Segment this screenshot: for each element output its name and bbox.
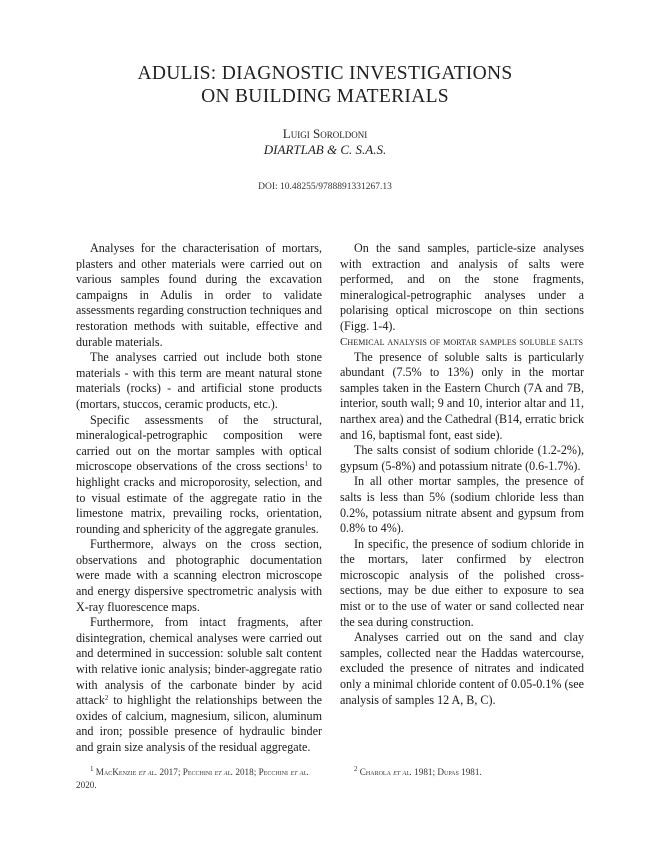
left-paragraph-4: Furthermore, always on the cross section, observations and photographic documentation were made with a scanning electron microscope and energy dispersive spectrometric analysis with X-ray fluorescence maps. [76,537,322,614]
right-paragraph-5: In specific, the presence of sodium chloride in the mortars, later confirmed by electron microscopic analysis of the polished cross-sections, may be due either to exposure to sea mist or to the use of water or sand collected near the sea during construction. [340,536,584,629]
left-paragraph-5 [76,615,322,755]
footnote-1-author-1: MacKenzie [95,767,137,777]
footnote-1 [76,766,322,791]
left-paragraph-5-text-a: Furthermore, from intact fragments, after disintegration, chemical analyses were carried out and determined in succession: soluble salt content with relative ionic analysis; binder-aggregate ratio with analysis of the carbonate binder by acid attack [76,615,322,708]
footnote-2-year-2: 1981. [458,767,482,777]
footnote-1-author-2: Pecchini [182,767,213,777]
left-paragraph-5-text-b: to highlight the relationships between the oxides of calcium, magnesium, silicon, aluminum and iron; possible presence of hydraulic binder and grain size analysis of the residual aggregate. [76,693,322,754]
right-paragraph-4: In all other mortar samples, the presence of salts is less than 5% (sodium chloride less than 0.2%, potassium nitrate absent and gypsum from 0.8% to 4%). [340,474,584,536]
article-title [0,62,650,108]
doi-line: DOI: 10.48255/9788891331267.13 [258,182,392,192]
right-paragraph-2: The presence of soluble salts is particularly abundant (7.5% to 13%) only in the mortar samples taken in the Eastern Church (7A and 7B, interior, south wall; 9 and 10, interior altar and 11, narthex area) and the Cathedral (B14, erratic brick and 16, baptismal font, east side). [340,349,584,442]
author-name: Luigi Soroldoni [282,126,368,141]
author-affiliation: DIARTLAB & C. S.A.S. [263,142,387,157]
footnote-2-author-2: Dupas [437,767,459,777]
left-paragraph-3-text-a: Specific assessments of the structural, mineralogical-petrographic composition were carried out on the mortar samples with optical microscope observations of the cross sections [76,412,322,474]
left-paragraph-2: The analyses carried out include both stone materials - with this term are meant natural stone materials (rocks) - and artificial stone products (mortars, stuccos, ceramic products, etc.). [76,350,322,411]
right-paragraph-3: The salts consist of sodium chloride (1.2-2%), gypsum (5-8%) and potassium nitrate (0.6-1.7%). [340,443,584,473]
section-heading: Chemical analysis of mortar samples soluble salts [340,335,583,348]
footnote-2-mark: 2 [354,765,358,773]
footnote-1-etal-2: et al. [214,767,234,777]
footnote-1-year-2: 2018; [233,767,259,777]
right-paragraph-1: On the sand samples, particle-size analyses with extraction and analysis of salts were performed, and on the stone fragments, mineralogical-petrographic analyses under a polarising optical microscope on thin sections (Figg. 1-4). [340,241,584,333]
right-paragraph-6: Analyses carried out on the sand and clay samples, collected near the Haddas watercourse, excluded the presence of nitrates and indicated only a minimal chloride content of 0.05-0.1% (see analysis of samples 12 A, B, C). [340,630,584,707]
footnote-ref-2: 2 [104,694,109,703]
title-line-2: ON BUILDING MATERIALS [201,86,449,107]
footnote-ref-1: 1 [304,460,308,469]
footnote-2-author-1: Charola [359,767,391,777]
footnote-2-etal-1: et al. [393,767,412,777]
left-paragraph-3-text-b: to highlight cracks and microporosity, selection, and to visual estimate of the aggregate ratio in the limestone matrix, prevailing rocks, orientation, rounding and sphericity of the aggregate granules. [76,459,322,536]
title-line-1: ADULIS: DIAGNOSTIC INVESTIGATIONS [137,63,513,84]
footnote-2-year-1: 1981; [411,767,438,777]
footnote-1-year-3: 2020. [76,779,97,790]
footnote-1-author-3: Pecchini [258,767,289,777]
footnote-1-mark: 1 [90,765,94,773]
left-paragraph-3 [76,413,322,538]
footnote-1-etal-3: et al. [290,767,309,777]
footnote-1-etal-1: et al. [138,767,158,777]
right-column [340,241,584,708]
left-paragraph-1: Analyses for the characterisation of mortars, plasters and other materials were carried out on various samples found during the excavation campaigns in Adulis in order to validate assessments regarding construction techniques and restoration methods with suitable, effective and durable materials. [76,241,322,349]
footnote-2 [340,766,584,779]
left-column [76,241,322,756]
footnote-1-year-1: 2017; [157,767,183,777]
